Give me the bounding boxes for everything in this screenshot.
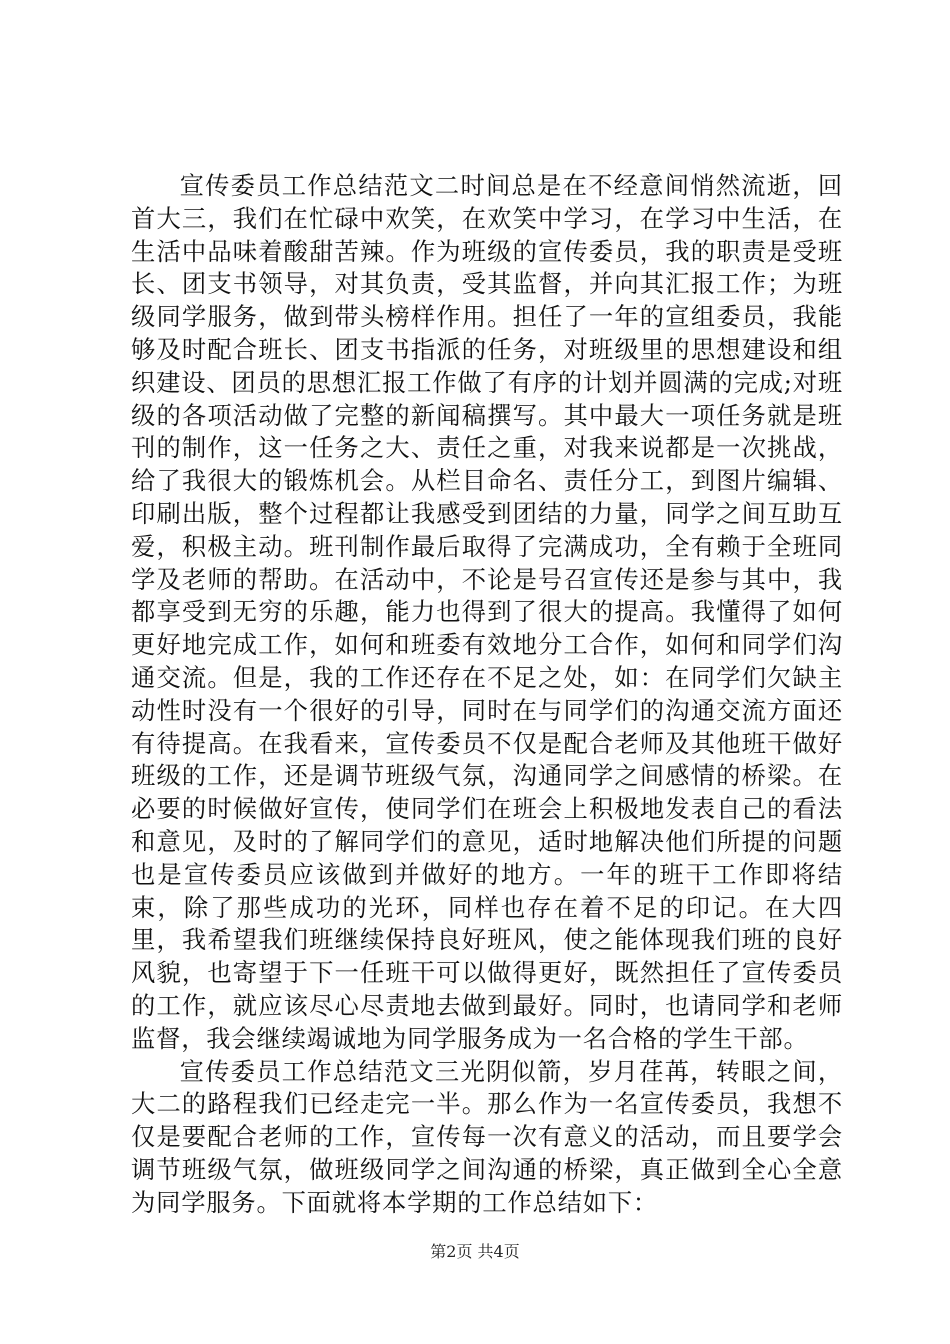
paragraph-summary-two: 宣传委员工作总结范文二时间总是在不经意间悄然流逝，回首大三，我们在忙碌中欢笑，在欢笑中学习，在学习中生活，在生活中品味着酸甜苦辣。作为班级的宣传委员，我的职责是受班长、团支书领导，对其负责，受其监督，并向其汇报工作；为班级同学服务，做到带头榜样作用。担任了一年的宣组委员，我能够及时配合班长、团支书指派的任务，对班级里的思想建设和组织建设、团员的思想汇报工作做了有序的计划并圆满的完成;对班级的各项活动做了完整的新闻稿撰写。其中最大一项任务就是班刊的制作，这一任务之大、责任之重，对我来说都是一次挑战，给了我很大的锻炼机会。从栏目命名、责任分工，到图片编辑、印刷出版，整个过程都让我感受到团结的力量，同学之间互助互爱，积极主动。班刊制作最后取得了完满成功，全有赖于全班同学及老师的帮助。在活动中，不论是号召宣传还是参与其中，我都享受到无穷的乐趣，能力也得到了很大的提高。我懂得了如何更好地完成工作，如何和班委有效地分工合作，如何和同学们沟通交流。但是，我的工作还存在不足之处，如：在同学们欠缺主动性时没有一个很好的引导，同时在与同学们的沟通交流方面还有待提高。在我看来，宣传委员不仅是配合老师及其他班干做好班级的工作，还是调节班级气氛，沟通同学之间感情的桥梁。在必要的时候做好宣传，使同学们在班会上积极地发表自己的看法和意见，及时的了解同学们的意见，适时地解决他们所提的问题也是宣传委员应该做到并做好的地方。一年的班干工作即将结束，除了那些成功的光环，同样也存在着不足的印记。在大四里，我希望我们班继续保持良好班风，使之能体现我们班的良好风貌，也寄望于下一任班干可以做得更好，既然担任了宣传委员的工作，就应该尽心尽责地去做到最好。同时，也请同学和老师监督，我会继续竭诚地为同学服务成为一名合格的学生干部。	[131, 171, 843, 1053]
paragraph-summary-three: 宣传委员工作总结范文三光阴似箭，岁月荏苒，转眼之间，大二的路程我们已经走完一半。那么作为一名宣传委员，我想不仅是要配合老师的工作，宣传每一次有意义的活动，而且要学会调节班级气氛，做班级同学之间沟通的桥梁，真正做到全心全意为同学服务。下面就将本学期的工作总结如下：	[131, 1056, 843, 1217]
document-body	[131, 170, 843, 1220]
page-number-footer: 第2页 共4页	[430, 1242, 520, 1261]
